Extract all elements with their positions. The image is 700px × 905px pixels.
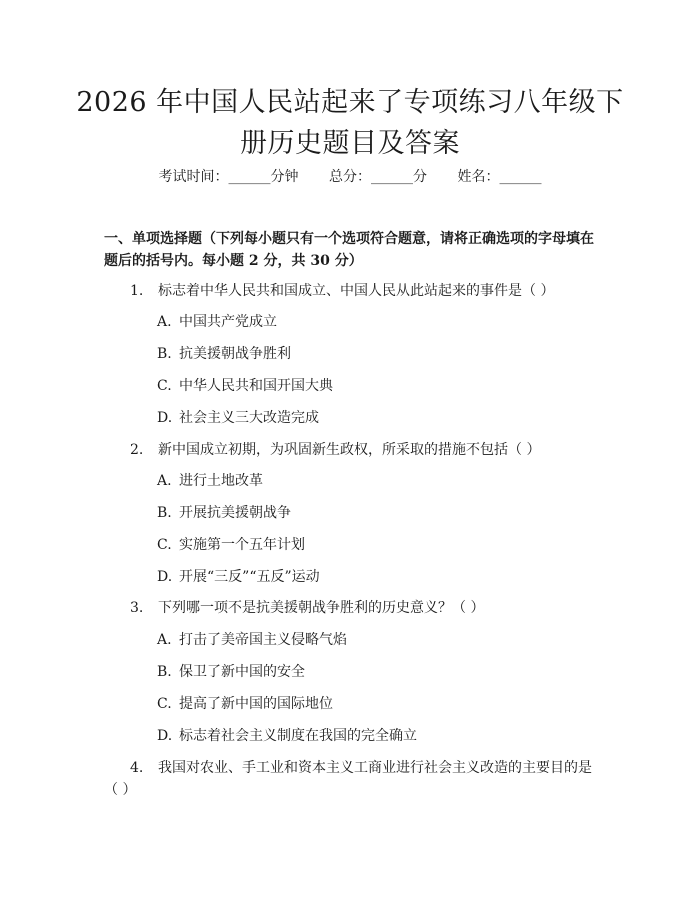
option-letter: B. [157,346,172,362]
document-title [60,82,640,164]
question-4-continuation [104,780,136,801]
question-number: 3. [130,600,144,616]
option-2a [157,471,263,491]
question-3 [130,598,484,619]
option-text: 社会主义三大改造完成 [179,410,319,426]
exam-name: 姓名：______ [457,169,542,185]
option-letter: D. [157,410,173,426]
question-text: 我国对农业、手工业和资本主义工商业进行社会主义改造的主要目的是 [158,760,592,776]
option-1d [157,408,319,428]
option-text: 进行土地改革 [179,473,263,489]
question-4 [130,758,592,779]
question-number: 2. [130,442,144,458]
option-text: 开展抗美援朝战争 [179,505,291,521]
option-2b [157,503,291,523]
option-letter: C. [157,537,172,553]
question-text-continued: （ ） [104,782,137,798]
option-1b [157,344,291,364]
option-3d [157,726,417,746]
option-letter: A. [157,314,172,330]
question-text: 新中国成立初期，为巩固新生政权，所采取的措施不包括（ ） [158,442,541,458]
question-number: 4. [130,760,144,776]
option-2c [157,535,305,555]
option-1a [157,312,277,332]
option-text: 中华人民共和国开国大典 [179,378,333,394]
question-text: 下列哪一项不是抗美援朝战争胜利的历史意义？（ ） [158,600,485,616]
option-text: 中国共产党成立 [179,314,277,330]
option-letter: A. [157,632,172,648]
option-3c [157,694,333,714]
option-text: 抗美援朝战争胜利 [179,346,291,362]
option-letter: C. [157,378,172,394]
exam-info [0,166,700,188]
option-letter: A. [157,473,172,489]
option-2d [157,567,320,587]
option-3a [157,630,347,650]
option-letter: B. [157,664,172,680]
option-text: 标志着社会主义制度在我国的完全确立 [179,728,417,744]
question-number: 1. [130,283,144,299]
option-text: 提高了新中国的国际地位 [179,696,333,712]
question-1 [130,281,554,302]
question-2 [130,440,540,461]
option-text: 保卫了新中国的安全 [179,664,305,680]
option-letter: B. [157,505,172,521]
title-line-2: 册历史题目及答案 [240,128,460,159]
title-line-1: 2026 年中国人民站起来了专项练习八年级下 [76,87,624,118]
option-3b [157,662,305,682]
option-letter: D. [157,728,173,744]
question-text: 标志着中华人民共和国成立、中国人民从此站起来的事件是（ ） [158,283,555,299]
option-text: 实施第一个五年计划 [179,537,305,553]
exam-score: 总分：______分 [329,169,427,185]
option-1c [157,376,333,396]
option-text: 打击了美帝国主义侵略气焰 [179,632,347,648]
exam-time: 考试时间：______分钟 [158,169,299,185]
option-letter: D. [157,569,173,585]
option-letter: C. [157,696,172,712]
option-text: 开展“三反”“五反”运动 [179,569,320,585]
section-heading: 一、单项选择题（下列每小题只有一个选项符合题意，请将正确选项的字母填在题后的括号内。每小题 2 分，共 30 分） [104,231,594,269]
